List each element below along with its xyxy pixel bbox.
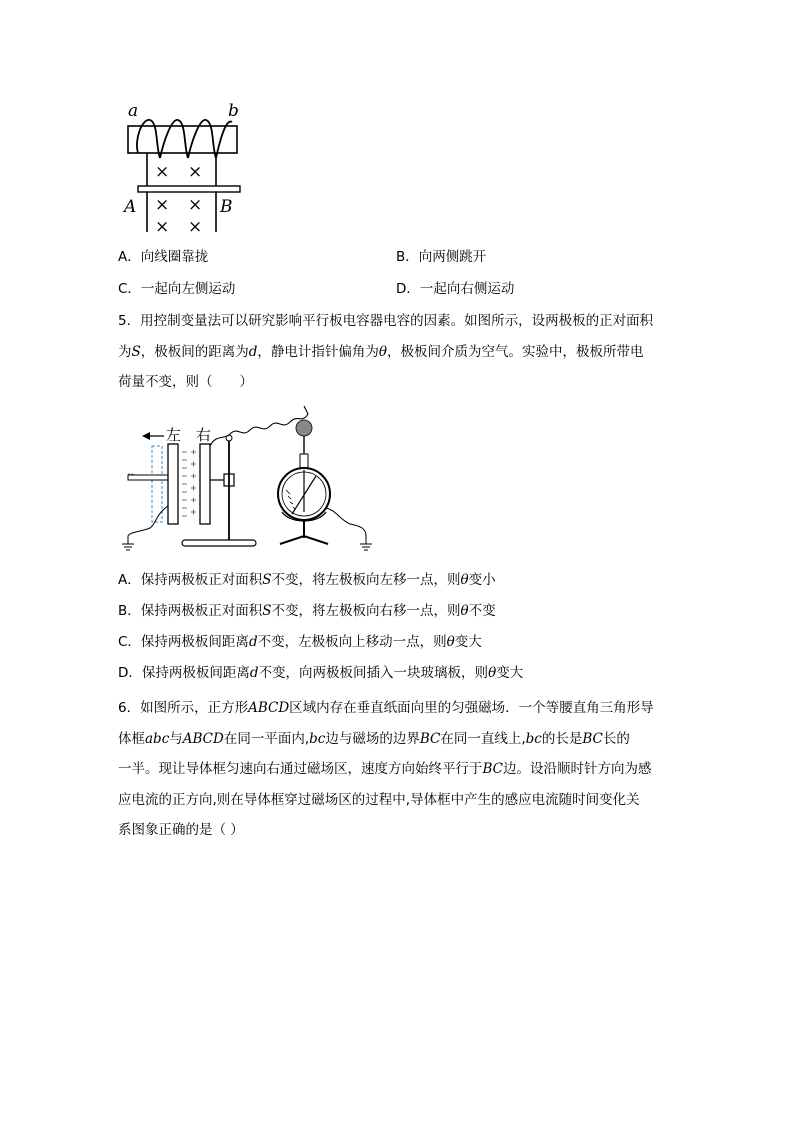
field-cross: × [188, 162, 203, 182]
field-cross: × [155, 195, 170, 215]
field-cross: × [155, 217, 170, 237]
q4-option-c: C．一起向左侧运动 [118, 281, 236, 297]
field-cross: × [188, 217, 203, 237]
label-right: 右 [196, 426, 212, 444]
label-b: b [228, 101, 239, 121]
q6-stem-line-4: 应电流的正方向,则在导体框穿过磁场区的过程中,导体框中产生的感应电流随时间变化关 [118, 791, 640, 808]
q4-option-d: D．一起向右侧运动 [396, 281, 515, 297]
field-cross: × [155, 162, 170, 182]
var-theta: θ [378, 343, 388, 360]
q6-stem-line-1: 6．如图所示，正方形ABCD区域内存在垂直纸面向里的匀强磁场．一个等腰直角三角形导 [118, 700, 654, 716]
q5-option-d: D．保持两极板间距离d不变，向两极板间插入一块玻璃板，则θ变大 [118, 665, 524, 681]
capacitor-electrometer-figure [120, 404, 380, 556]
q5-option-b: B．保持两极板正对面积S不变，将左极板向右移一点，则θ不变 [118, 603, 496, 619]
label-A: A [124, 197, 137, 217]
q5-stem-line-1: 5．用控制变量法可以研究影响平行板电容器电容的因素。如图所示，设两极板的正对面积 [118, 313, 654, 329]
q6-stem-line-3: 一半。现让导体框匀速向右通过磁场区，速度方向始终平行于BC边。设沿顺时针方向为感 [118, 761, 652, 777]
q5-stem-line-2: 为S，极板间的距离为d，静电计指针偏角为θ，极板间介质为空气。实验中，极板所带电 [118, 343, 644, 360]
label-a: a [128, 101, 139, 121]
q5-option-a: A．保持两极板正对面积S不变，将左极板向左移一点，则θ变小 [118, 572, 496, 588]
var-d: d [248, 343, 258, 360]
q6-stem-line-5: 系图象正确的是（ ） [118, 822, 244, 838]
label-B: B [220, 197, 233, 217]
label-left: 左 [166, 426, 182, 444]
q4-option-a: A．向线圈靠拢 [118, 249, 209, 265]
q5-stem-line-3: 荷量不变，则（ ） [118, 374, 253, 390]
q5-stem [118, 306, 678, 398]
field-cross: × [188, 195, 203, 215]
q4-option-b: B．向两侧跳开 [396, 249, 487, 265]
q6-stem [118, 693, 678, 846]
q6-stem-line-2: 体框abc与ABCD在同一平面内,bc边与磁场的边界BC在同一直线上,bc的长是BC长的 [118, 730, 630, 747]
q5-option-c: C．保持两极板间距离d不变，左极板向上移动一点，则θ变大 [118, 634, 482, 650]
var-S: S [131, 343, 141, 360]
solenoid-rail-figure [120, 100, 250, 240]
